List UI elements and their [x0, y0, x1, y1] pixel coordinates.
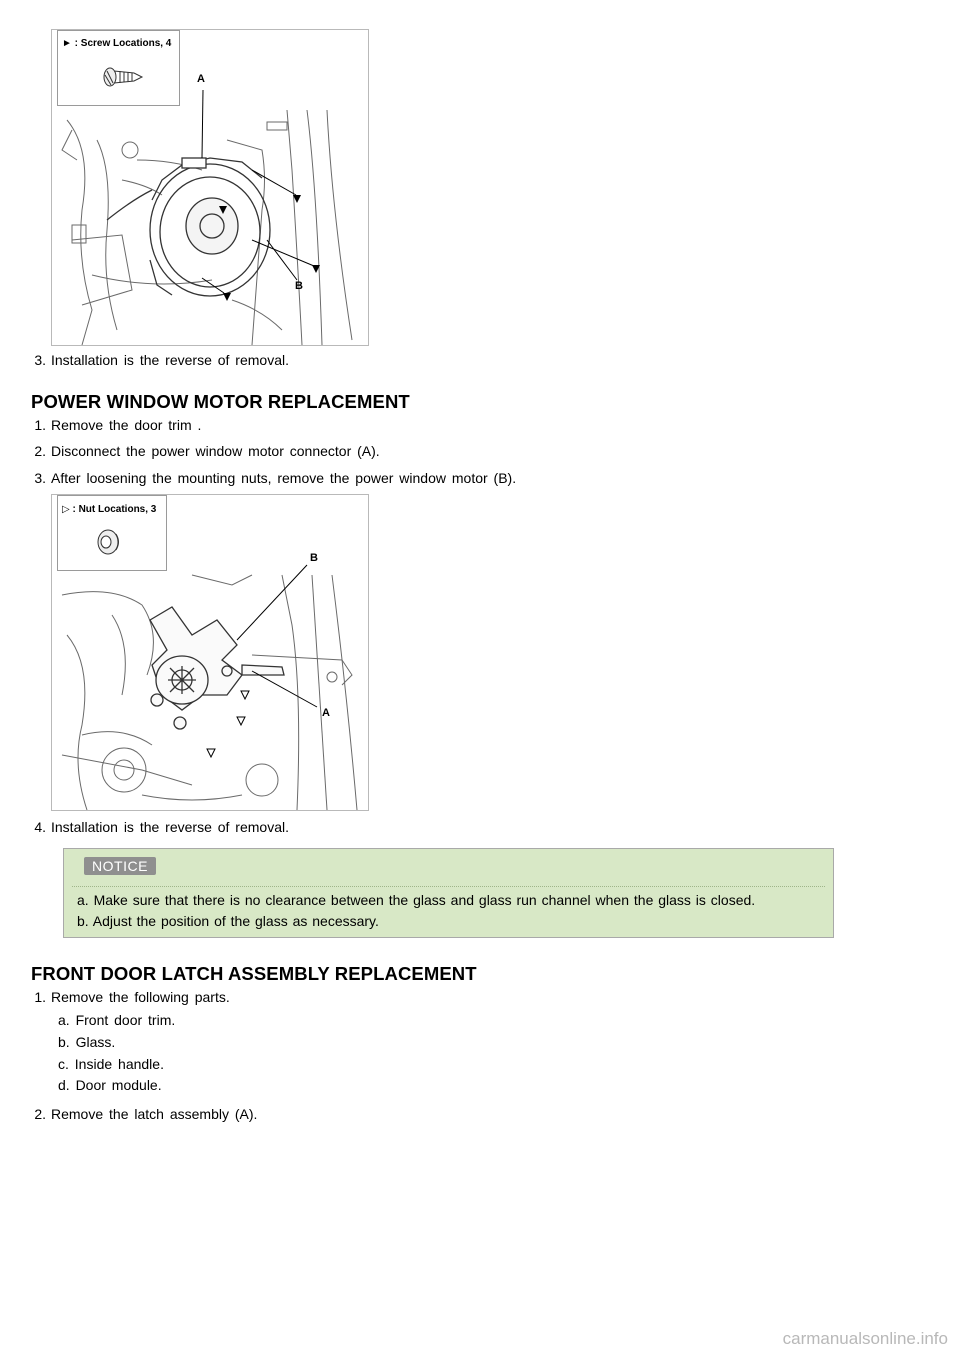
- window-motor-diagram: [52, 495, 368, 810]
- step-1-remove-door-trim: 1. Remove the door trim .: [34, 417, 202, 433]
- step-2-disconnect-connector: 2. Disconnect the power window motor connector (A).: [34, 443, 380, 459]
- notice-box: [63, 848, 834, 938]
- heading-front-door-latch: FRONT DOOR LATCH ASSEMBLY REPLACEMENT: [31, 963, 477, 984]
- sub-item-glass: b. Glass.: [58, 1034, 116, 1050]
- notice-divider: [72, 886, 825, 887]
- watermark: carmanualsonline.info: [782, 1329, 948, 1348]
- speaker-diagram: [52, 30, 368, 345]
- figure-legend-text: ▷ : Nut Locations, 3: [62, 504, 157, 515]
- label-a: A: [322, 707, 330, 719]
- step-2-remove-latch: 2. Remove the latch assembly (A).: [34, 1106, 258, 1122]
- figure-speaker-screw-locations: [51, 29, 369, 346]
- sub-item-door-module: d. Door module.: [58, 1077, 162, 1093]
- sub-item-front-door-trim: a. Front door trim.: [58, 1012, 176, 1028]
- step-4-installation: 4. Installation is the reverse of removal.: [34, 819, 289, 835]
- step-1-remove-parts: 1. Remove the following parts.: [34, 989, 230, 1005]
- step-3-installation: 3. Installation is the reverse of removal.: [34, 352, 289, 368]
- figure-window-motor-nut-locations: [51, 494, 369, 811]
- notice-item: a. Make sure that there is no clearance between the glass and glass run channel when the glass is closed.: [77, 892, 756, 908]
- label-a: A: [197, 73, 205, 85]
- step-3-remove-motor: 3. After loosening the mounting nuts, remove the power window motor (B).: [34, 470, 517, 486]
- notice-badge: NOTICE: [84, 857, 156, 875]
- figure-legend-text: ► : Screw Locations, 4: [62, 38, 172, 49]
- label-b: B: [295, 280, 303, 292]
- sub-item-inside-handle: c. Inside handle.: [58, 1056, 164, 1072]
- heading-power-window-motor: POWER WINDOW MOTOR REPLACEMENT: [31, 391, 410, 412]
- notice-item: b. Adjust the position of the glass as necessary.: [77, 913, 379, 929]
- label-b: B: [310, 552, 318, 564]
